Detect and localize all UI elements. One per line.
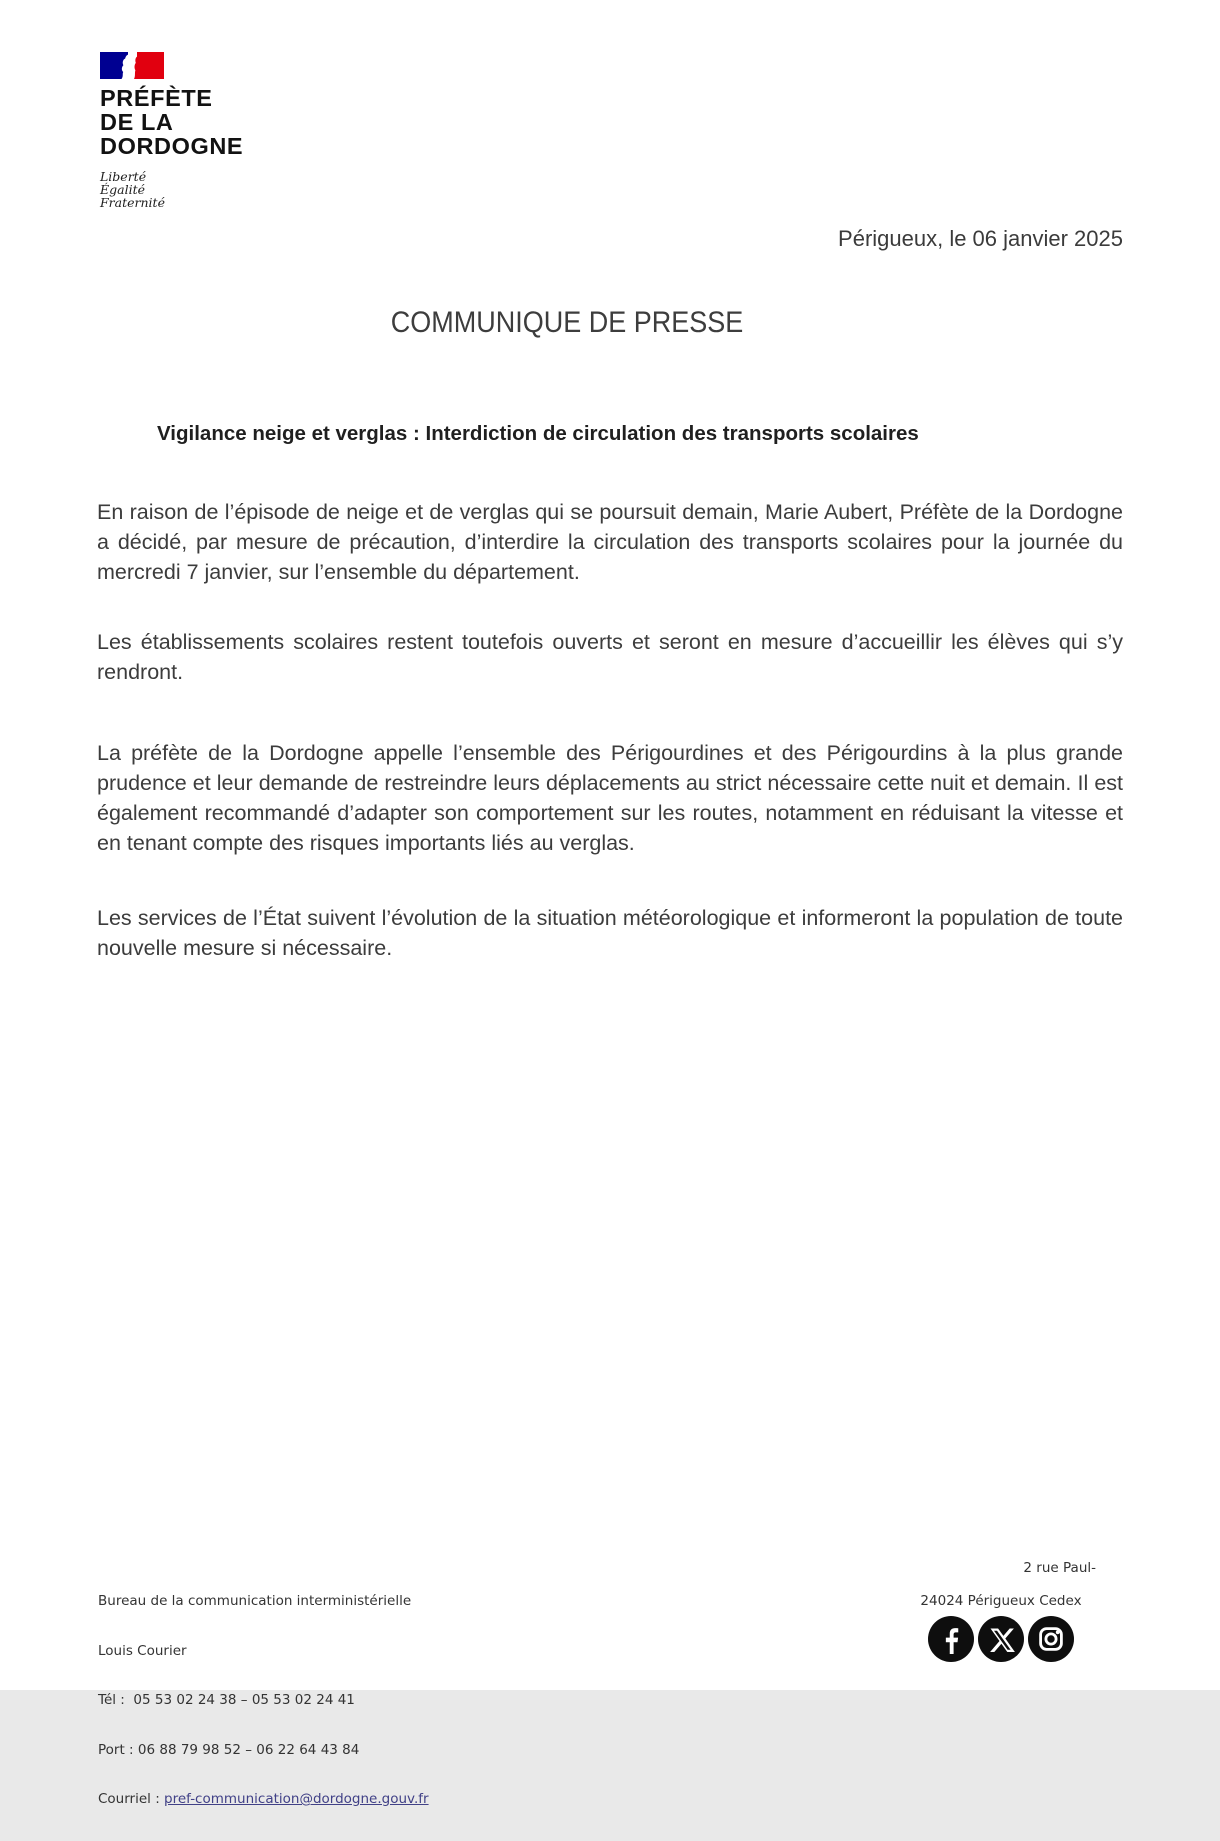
email-label: Courriel : bbox=[98, 1791, 165, 1807]
footer-office-line: Bureau de la communication interministérielle bbox=[98, 1593, 412, 1609]
instagram-icon[interactable] bbox=[1028, 1616, 1074, 1662]
press-release-body bbox=[97, 497, 1123, 963]
republic-motto bbox=[100, 170, 243, 210]
prefecture-name bbox=[100, 86, 243, 158]
street-address: 2 rue Paul- bbox=[1023, 1560, 1096, 1576]
footer-mobile-line: Port : 06 88 79 98 52 – 06 22 64 43 84 bbox=[98, 1741, 360, 1758]
subject-line: Vigilance neige et verglas : Interdiction de circulation des transports scolaires bbox=[157, 422, 919, 445]
motto-line: Liberté bbox=[100, 169, 147, 184]
email-link[interactable]: pref-communication@dordogne.gouv.fr bbox=[164, 1791, 429, 1807]
page-title: COMMUNIQUE DE PRESSE bbox=[390, 306, 744, 339]
city-address: 24024 Périgueux Cedex bbox=[920, 1592, 1082, 1609]
footer-address-continuation: Louis Courier bbox=[98, 1642, 187, 1659]
prefecture-name-line: DORDOGNE bbox=[100, 133, 244, 159]
prefecture-name-line: PRÉFÈTE bbox=[100, 85, 213, 111]
footer-address-block bbox=[906, 1560, 1096, 1662]
dateline: Périgueux, le 06 janvier 2025 bbox=[838, 226, 1123, 251]
footer-email-line bbox=[98, 1791, 429, 1808]
footer-contact-block bbox=[98, 1560, 429, 1841]
prefecture-name-line: DE LA bbox=[100, 109, 174, 135]
motto-line: Égalité bbox=[100, 182, 145, 198]
x-icon[interactable] bbox=[978, 1616, 1024, 1662]
paragraph: En raison de l’épisode de neige et de verglas qui se poursuit demain, Marie Aubert, Préfète de la Dordogne a décidé, par mesure de précaution, d’interdire la circulation des transports scolaires pour la journée du mercredi 7 janvier, sur l’ensemble du département. bbox=[97, 500, 1123, 584]
paragraph: La préfète de la Dordogne appelle l’ensemble des Périgourdines et des Périgourdins à la plus grande prudence et leur demande de restreindre leurs déplacements au strict nécessaire cette nuit et demain. Il est également recommandé d’adapter son comportement sur les routes, notamment en réduisant la vitesse et en tenant compte des risques importants liés au verglas. bbox=[97, 741, 1123, 855]
paragraph: Les établissements scolaires restent toutefois ouverts et seront en mesure d’accueillir les élèves qui s’y rendront. bbox=[97, 630, 1123, 684]
footer-phone-line: Tél : 05 53 02 24 38 – 05 53 02 24 41 bbox=[98, 1692, 355, 1708]
facebook-icon[interactable] bbox=[928, 1616, 974, 1662]
paragraph: Les services de l’État suivent l’évolution de la situation météorologique et informeront la population de toute nouvelle mesure si nécessaire. bbox=[97, 906, 1123, 960]
motto-line: Fraternité bbox=[100, 195, 165, 211]
social-icons-row bbox=[906, 1616, 1096, 1662]
government-logo bbox=[100, 52, 243, 210]
french-flag-marianne-icon bbox=[100, 52, 164, 79]
